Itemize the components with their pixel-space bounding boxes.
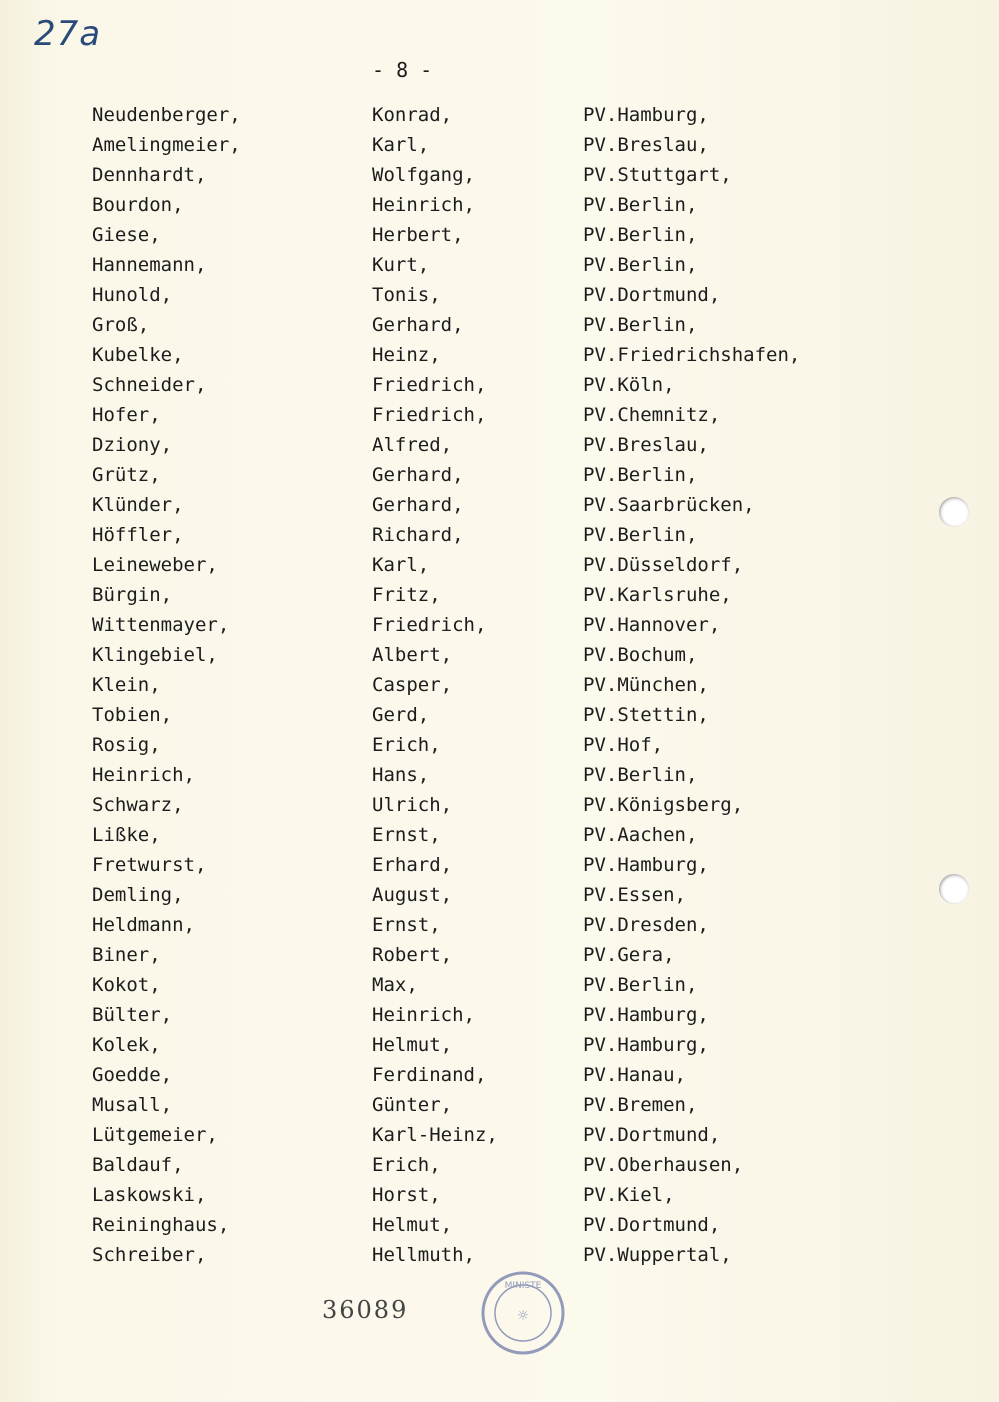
list-row [0,880,999,910]
location: PV.Hanau, [583,1064,686,1086]
surname: Hannemann, [92,254,207,276]
location: PV.Kiel, [583,1184,675,1206]
list-row [0,220,999,250]
given-name: Horst, [372,1184,441,1206]
surname: Klünder, [92,494,184,516]
surname: Wittenmayer, [92,614,230,636]
location: PV.Berlin, [583,224,698,246]
surname: Klingebiel, [92,644,218,666]
location: PV.Breslau, [583,134,709,156]
given-name: Hellmuth, [372,1244,475,1266]
handwritten-page-note: 27a [34,14,102,54]
list-row [0,130,999,160]
archive-number: 36089 [322,1296,409,1324]
list-row [0,340,999,370]
given-name: Wolfgang, [372,164,475,186]
given-name: Karl-Heinz, [372,1124,498,1146]
location: PV.Königsberg, [583,794,744,816]
surname: Schreiber, [92,1244,207,1266]
location: PV.Berlin, [583,524,698,546]
list-row [0,670,999,700]
punch-hole-icon [939,497,969,527]
list-row [0,1210,999,1240]
given-name: Konrad, [372,104,453,126]
list-row [0,280,999,310]
given-name: Karl, [372,554,430,576]
surname: Dziony, [92,434,173,456]
location: PV.Hamburg, [583,104,709,126]
given-name: Heinz, [372,344,441,366]
location: PV.Dortmund, [583,1124,721,1146]
given-name: Gerhard, [372,494,464,516]
list-row [0,760,999,790]
location: PV.Friedrichshafen, [583,344,801,366]
list-row [0,310,999,340]
given-name: Friedrich, [372,404,487,426]
location: PV.Essen, [583,884,686,906]
surname: Reininghaus, [92,1214,230,1236]
punch-hole-icon [939,874,969,904]
surname: Tobien, [92,704,173,726]
surname: Heinrich, [92,764,195,786]
location: PV.Berlin, [583,974,698,996]
location: PV.Gera, [583,944,675,966]
location: PV.Chemnitz, [583,404,721,426]
location: PV.Breslau, [583,434,709,456]
given-name: Alfred, [372,434,453,456]
list-row [0,370,999,400]
given-name: Karl, [372,134,430,156]
surname: Schneider, [92,374,207,396]
list-row [0,940,999,970]
location: PV.Berlin, [583,194,698,216]
list-row [0,1120,999,1150]
location: PV.Berlin, [583,314,698,336]
given-name: Casper, [372,674,453,696]
list-row [0,790,999,820]
surname: Amelingmeier, [92,134,241,156]
given-name: Ulrich, [372,794,453,816]
surname: Bourdon, [92,194,184,216]
given-name: August, [372,884,453,906]
given-name: Max, [372,974,418,996]
surname: Laskowski, [92,1184,207,1206]
name-list [0,100,999,1270]
list-row [0,820,999,850]
list-row [0,1090,999,1120]
location: PV.Hamburg, [583,1004,709,1026]
location: PV.Dortmund, [583,1214,721,1236]
list-row [0,730,999,760]
location: PV.Dresden, [583,914,709,936]
surname: Kolek, [92,1034,161,1056]
surname: Kokot, [92,974,161,996]
given-name: Robert, [372,944,453,966]
surname: Hunold, [92,284,173,306]
location: PV.Aachen, [583,824,698,846]
list-row [0,430,999,460]
given-name: Erhard, [372,854,453,876]
location: PV.Dortmund, [583,284,721,306]
given-name: Erich, [372,1154,441,1176]
list-row [0,460,999,490]
given-name: Ernst, [372,824,441,846]
list-row [0,910,999,940]
surname: Goedde, [92,1064,173,1086]
given-name: Kurt, [372,254,430,276]
given-name: Hans, [372,764,430,786]
list-row [0,250,999,280]
list-row [0,550,999,580]
surname: Hofer, [92,404,161,426]
location: PV.Hamburg, [583,854,709,876]
list-row [0,580,999,610]
ministry-stamp-icon [478,1268,568,1358]
surname: Rosig, [92,734,161,756]
location: PV.München, [583,674,709,696]
location: PV.Berlin, [583,254,698,276]
given-name: Helmut, [372,1034,453,1056]
location: PV.Stettin, [583,704,709,726]
given-name: Gerhard, [372,314,464,336]
given-name: Helmut, [372,1214,453,1236]
list-row [0,190,999,220]
surname: Baldauf, [92,1154,184,1176]
surname: Giese, [92,224,161,246]
given-name: Heinrich, [372,1004,475,1026]
given-name: Ferdinand, [372,1064,487,1086]
given-name: Günter, [372,1094,453,1116]
given-name: Tonis, [372,284,441,306]
location: PV.Oberhausen, [583,1154,744,1176]
location: PV.Bremen, [583,1094,698,1116]
given-name: Gerd, [372,704,430,726]
given-name: Friedrich, [372,614,487,636]
list-row [0,700,999,730]
given-name: Friedrich, [372,374,487,396]
list-row [0,160,999,190]
given-name: Albert, [372,644,453,666]
location: PV.Karlsruhe, [583,584,732,606]
surname: Demling, [92,884,184,906]
location: PV.Berlin, [583,464,698,486]
list-row [0,1000,999,1030]
surname: Leineweber, [92,554,218,576]
svg-text:☼: ☼ [516,1308,530,1324]
list-row [0,1030,999,1060]
surname: Lütgemeier, [92,1124,218,1146]
page-number: - 8 - [372,58,433,82]
surname: Lißke, [92,824,161,846]
location: PV.Hamburg, [583,1034,709,1056]
list-row [0,1240,999,1270]
location: PV.Bochum, [583,644,698,666]
surname: Höffler, [92,524,184,546]
given-name: Herbert, [372,224,464,246]
given-name: Erich, [372,734,441,756]
list-row [0,1150,999,1180]
location: PV.Saarbrücken, [583,494,755,516]
list-row [0,1180,999,1210]
surname: Grütz, [92,464,161,486]
surname: Klein, [92,674,161,696]
location: PV.Stuttgart, [583,164,732,186]
given-name: Richard, [372,524,464,546]
list-row [0,490,999,520]
list-row [0,100,999,130]
list-row [0,520,999,550]
given-name: Ernst, [372,914,441,936]
given-name: Gerhard, [372,464,464,486]
list-row [0,610,999,640]
location: PV.Hof, [583,734,664,756]
list-row [0,400,999,430]
list-row [0,640,999,670]
surname: Kubelke, [92,344,184,366]
location: PV.Hannover, [583,614,721,636]
surname: Schwarz, [92,794,184,816]
surname: Musall, [92,1094,173,1116]
stamp-text: MINISTE [504,1281,542,1291]
surname: Bürgin, [92,584,173,606]
surname: Neudenberger, [92,104,241,126]
location: PV.Düsseldorf, [583,554,744,576]
surname: Heldmann, [92,914,195,936]
surname: Groß, [92,314,150,336]
location: PV.Berlin, [583,764,698,786]
list-row [0,1060,999,1090]
location: PV.Köln, [583,374,675,396]
list-row [0,970,999,1000]
given-name: Fritz, [372,584,441,606]
location: PV.Wuppertal, [583,1244,732,1266]
surname: Dennhardt, [92,164,207,186]
surname: Bülter, [92,1004,173,1026]
surname: Fretwurst, [92,854,207,876]
list-row [0,850,999,880]
given-name: Heinrich, [372,194,475,216]
surname: Biner, [92,944,161,966]
